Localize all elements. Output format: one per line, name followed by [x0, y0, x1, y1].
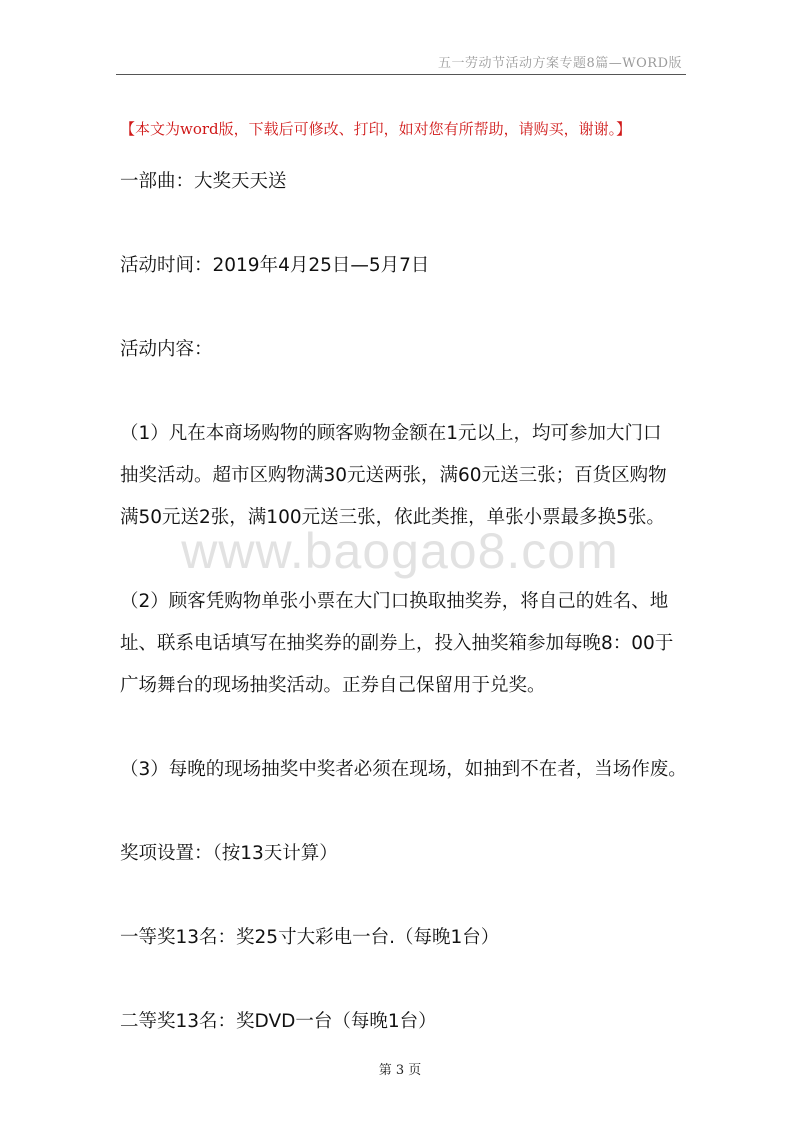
item-1-line-2: 抽奖活动。超市区购物满30元送两张，满60元送三张；百货区购物 [120, 465, 667, 486]
item-3: （3）每晚的现场抽奖中奖者必须在现场，如抽到不在者，当场作废。 [120, 759, 687, 780]
activity-content-label: 活动内容： [120, 339, 213, 360]
item-1-line-3: 满50元送2张，满100元送三张，依此类推，单张小票最多换5张。 [120, 507, 665, 528]
prize-setup: 奖项设置：（按13天计算） [120, 843, 338, 864]
item-2-line-1: （2）顾客凭购物单张小票在大门口换取抽奖券，将自己的姓名、地 [120, 591, 669, 612]
prize-second: 二等奖13名：奖DVD一台（每晚1台） [120, 1011, 437, 1032]
page-number: 第 3 页 [378, 1063, 422, 1078]
activity-time: 活动时间：2019年4月25日—5月7日 [120, 255, 430, 276]
item-2-line-2: 址、联系电话填写在抽奖券的副券上，投入抽奖箱参加每晚8：00于 [120, 633, 674, 654]
watermark: www.baogao8.com [181, 523, 619, 579]
purchase-notice: 【本文为word版，下载后可修改、打印，如对您有所帮助，请购买，谢谢。】 [120, 120, 632, 138]
item-1-line-1: （1）凡在本商场购物的顾客购物金额在1元以上，均可参加大门口 [120, 423, 662, 444]
item-1 [120, 413, 690, 539]
header-rule [116, 74, 686, 75]
item-2 [120, 581, 690, 707]
item-2-line-3: 广场舞台的现场抽奖活动。正券自己保留用于兑奖。 [120, 675, 546, 696]
running-header: 五一劳动节活动方案专题8篇—WORD版 [437, 56, 682, 71]
section-title: 一部曲：大奖天天送 [120, 171, 287, 192]
prize-first: 一等奖13名：奖25寸大彩电一台.（每晚1台） [120, 927, 500, 948]
